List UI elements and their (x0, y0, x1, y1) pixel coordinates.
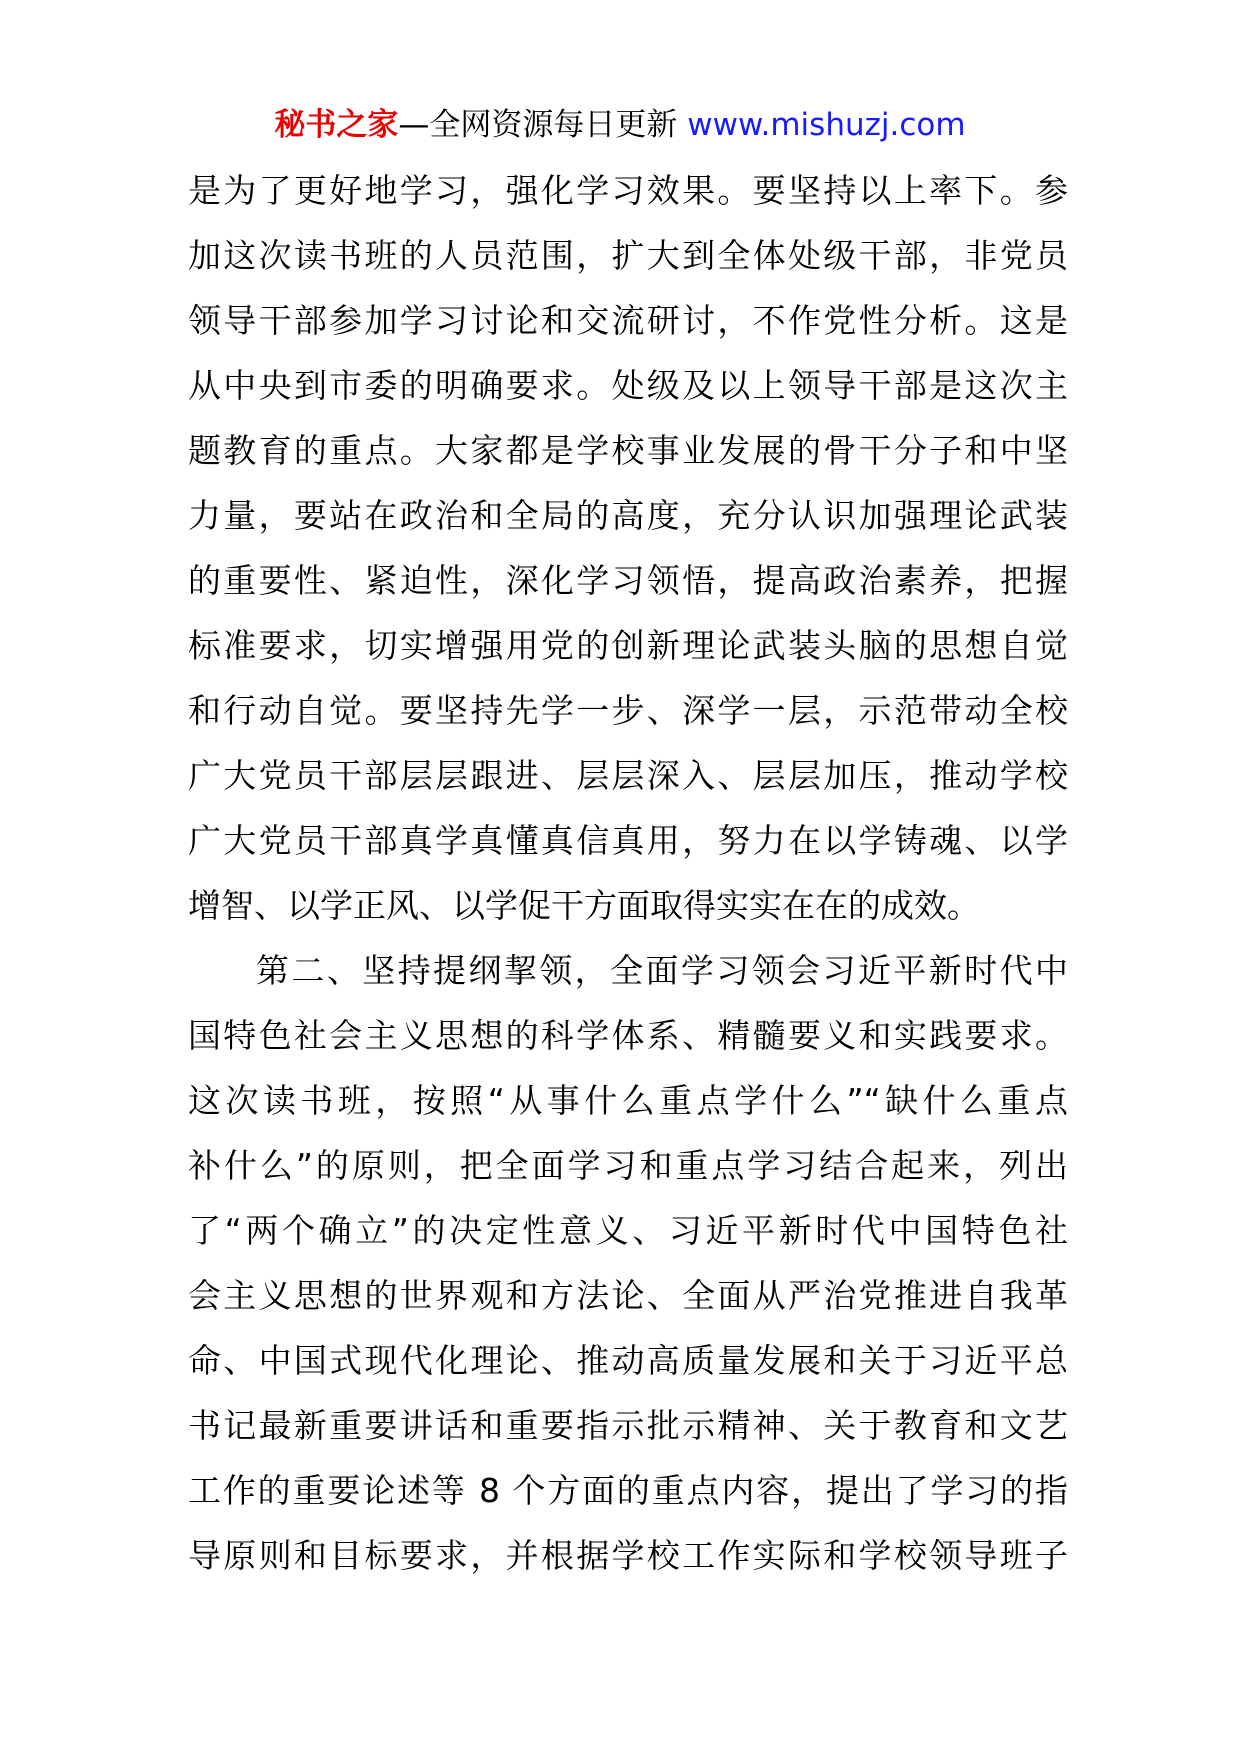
document-body (188, 158, 1068, 1588)
text-line: 了“两个确立”的决定性意义、习近平新时代中国特色社 (188, 1211, 1068, 1250)
text-line: 广大党员干部层层跟进、层层深入、层层加压，推动学校 (188, 756, 1068, 795)
text-line: 这次读书班，按照“从事什么重点学什么”“缺什么重点 (188, 1081, 1068, 1120)
text-line: 广大党员干部真学真懂真信真用，努力在以学铸魂、以学 (188, 821, 1068, 860)
text-line: 从中央到市委的明确要求。处级及以上领导干部是这次主 (188, 366, 1068, 405)
text-line: 加这次读书班的人员范围，扩大到全体处级干部，非党员 (188, 236, 1068, 275)
text-line: 会主义思想的世界观和方法论、全面从严治党推进自我革 (188, 1276, 1068, 1315)
site-tagline: —全网资源每日更新 (398, 107, 678, 143)
paragraph-heading-line: 第二、坚持提纲挈领，全面学习领会习近平新时代中 (256, 951, 1068, 990)
text-line: 国特色社会主义思想的科学体系、精髓要义和实践要求。 (188, 1016, 1068, 1055)
text-line: 标准要求，切实增强用党的创新理论武装头脑的思想自觉 (188, 626, 1068, 665)
site-name: 秘书之家 (274, 107, 399, 143)
text-line: 领导干部参加学习讨论和交流研讨，不作党性分析。这是 (188, 301, 1068, 340)
text-line: 的重要性、紧迫性，深化学习领悟，提高政治素养，把握 (188, 561, 1068, 600)
text-line: 导原则和目标要求，并根据学校工作实际和学校领导班子 (188, 1536, 1068, 1575)
text-line: 补什么”的原则，把全面学习和重点学习结合起来，列出 (188, 1146, 1068, 1185)
text-line: 工作的重要论述等 8 个方面的重点内容，提出了学习的指 (188, 1471, 1068, 1510)
text-line: 和行动自觉。要坚持先学一步、深学一层，示范带动全校 (188, 691, 1068, 730)
text-line: 书记最新重要讲话和重要指示批示精神、关于教育和文艺 (188, 1406, 1068, 1445)
text-line: 命、中国式现代化理论、推动高质量发展和关于习近平总 (188, 1341, 1068, 1380)
page-header (0, 100, 1240, 150)
text-line: 增智、以学正风、以学促干方面取得实实在在的成效。 (188, 886, 980, 925)
text-line: 力量，要站在政治和全局的高度，充分认识加强理论武装 (188, 496, 1068, 535)
text-line: 是为了更好地学习，强化学习效果。要坚持以上率下。参 (188, 171, 1068, 210)
site-url-link[interactable]: www.mishuzj.com (687, 107, 966, 143)
text-line: 题教育的重点。大家都是学校事业发展的骨干分子和中坚 (188, 431, 1068, 470)
